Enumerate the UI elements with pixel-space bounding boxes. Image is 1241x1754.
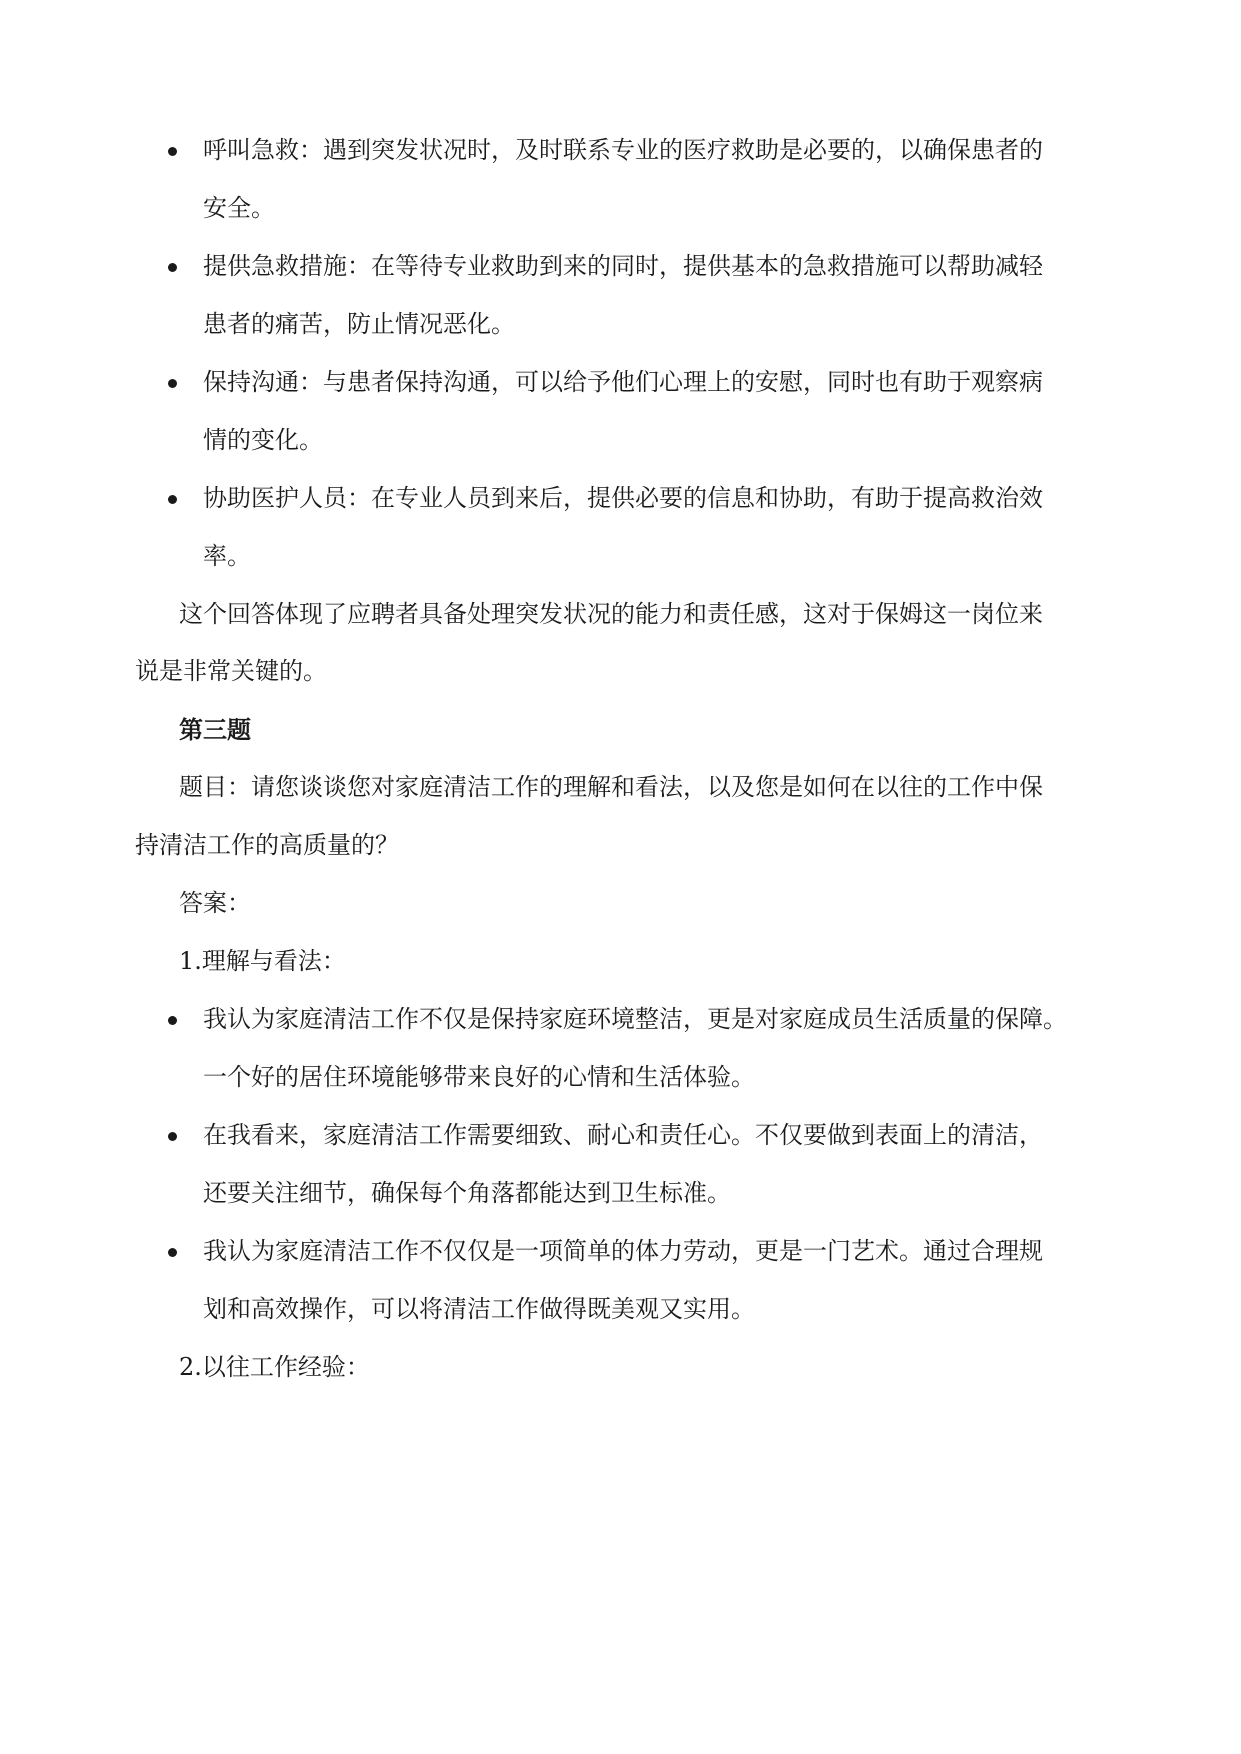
bullet-dot xyxy=(168,495,177,504)
bullet-text: 在我看来，家庭清洁工作需要细致、耐心和责任心。不仅要做到表面上的清洁， xyxy=(203,1121,1043,1149)
bullet-text-continued: 安全。 xyxy=(203,194,275,222)
bullet-text: 我认为家庭清洁工作不仅仅是一项简单的体力劳动，更是一门艺术。通过合理规 xyxy=(203,1237,1043,1265)
bullet-text: 协助医护人员：在专业人员到来后，提供必要的信息和协助，有助于提高救治效 xyxy=(203,484,1043,512)
bullet-dot xyxy=(168,1132,177,1141)
bullet-text-continued: 还要关注细节，确保每个角落都能达到卫生标准。 xyxy=(203,1179,731,1207)
summary-paragraph: 这个回答体现了应聘者具备处理突发状况的能力和责任感，这对于保姆这一岗位来 xyxy=(179,600,1043,628)
bullet-dot xyxy=(168,379,177,388)
part-one-title: 1.理解与看法： xyxy=(179,947,346,975)
question-text: 题目：请您谈谈您对家庭清洁工作的理解和看法，以及您是如何在以往的工作中保 xyxy=(179,773,1043,801)
bullet-text: 保持沟通：与患者保持沟通，可以给予他们心理上的安慰，同时也有助于观察病 xyxy=(203,368,1043,396)
bullet-dot xyxy=(168,1016,177,1025)
section-heading: 第三题 xyxy=(179,716,251,744)
bullet-text-continued: 划和高效操作，可以将清洁工作做得既美观又实用。 xyxy=(203,1295,755,1323)
bullet-text-continued: 一个好的居住环境能够带来良好的心情和生活体验。 xyxy=(203,1063,755,1091)
part-two-title: 2.以往工作经验： xyxy=(179,1353,370,1381)
bullet-text: 我认为家庭清洁工作不仅是保持家庭环境整洁，更是对家庭成员生活质量的保障。 xyxy=(203,1005,1067,1033)
bullet-dot xyxy=(168,1248,177,1257)
bullet-text-continued: 率。 xyxy=(203,542,251,570)
bullet-text-continued: 情的变化。 xyxy=(203,426,323,454)
question-text-continued: 持清洁工作的高质量的？ xyxy=(135,831,399,859)
bullet-dot xyxy=(168,147,177,156)
bullet-dot xyxy=(168,263,177,272)
summary-paragraph-continued: 说是非常关键的。 xyxy=(135,657,327,685)
bullet-text: 提供急救措施：在等待专业救助到来的同时，提供基本的急救措施可以帮助减轻 xyxy=(203,252,1043,280)
bullet-text-continued: 患者的痛苦，防止情况恶化。 xyxy=(203,310,515,338)
answer-label: 答案： xyxy=(179,889,251,917)
bullet-text: 呼叫急救：遇到突发状况时，及时联系专业的医疗救助是必要的，以确保患者的 xyxy=(203,136,1043,164)
